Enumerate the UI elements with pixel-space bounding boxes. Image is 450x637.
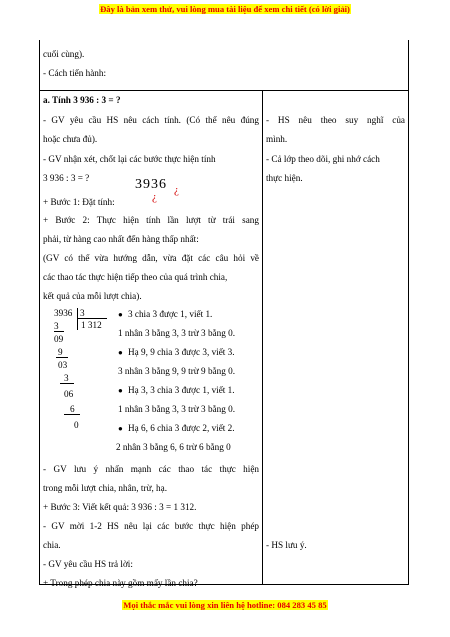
right-r3: - HS lưu ý. — [266, 540, 307, 550]
red-mark-2: ¿ — [152, 191, 157, 203]
left-p3-line1: - GV lưu ý nhấn mạnh các thao tác thực hiện — [43, 464, 259, 474]
step3: + Bước 3: Viết kết quả: 3 936 : 3 = 1 312. — [43, 502, 197, 512]
left-p4-line1: - GV mời 1-2 HS nêu lại các bước thực hiện phép — [43, 521, 259, 531]
step2-line3: (GV có thể vừa hướng dẫn, vừa đặt các câu hỏi về — [43, 253, 259, 263]
division-row: 06 — [64, 389, 74, 399]
footer-banner — [0, 600, 450, 610]
lesson-table — [39, 40, 409, 588]
right-r2-line2: thực hiện. — [266, 173, 303, 183]
division-rule — [60, 383, 74, 384]
division-row: 09 — [54, 334, 64, 344]
division-quotient: 1 312 — [81, 320, 102, 330]
explain-line: Hạ 9, 9 chia 3 được 3, viết 3. — [128, 347, 235, 357]
explain-line: 1 nhân 3 bằng 3, 3 trừ 3 bằng 0. — [118, 404, 235, 414]
left-p6: + Trong phép chia này gồm mấy lần chia? — [43, 578, 198, 588]
division-row: 0 — [74, 420, 79, 430]
division-dividend: 3936 — [54, 308, 73, 318]
division-bar — [77, 308, 78, 330]
bullet-icon: ● — [118, 424, 123, 433]
bullet-icon: ● — [118, 310, 123, 319]
division-underline — [77, 318, 107, 319]
long-division — [46, 304, 116, 444]
division-row: 3 — [64, 373, 69, 383]
header-banner-text: Đây là bản xem thử, vui lòng mua tài liệu để xem chi tiết (có lời giải) — [100, 4, 350, 14]
red-mark-1: ¿ — [174, 184, 179, 196]
left-p4-line2: chia. — [43, 540, 61, 550]
division-divisor: 3 — [80, 308, 85, 318]
explain-line: 3 chia 3 được 1, viết 1. — [128, 309, 213, 319]
left-p5: - GV yêu cầu HS trả lời: — [43, 559, 133, 569]
division-rule — [56, 357, 68, 358]
right-r1-line1: - HS nêu theo suy nghĩ của — [266, 115, 405, 125]
bullet-icon: ● — [118, 348, 123, 357]
division-rule — [64, 414, 80, 415]
step2-line4: các thao tác thực hiện tiếp theo của quá trình chia, — [43, 272, 228, 282]
explain-line: 1 nhân 3 bằng 3, 3 trừ 3 bằng 0. — [118, 328, 235, 338]
division-row: 3 — [54, 321, 59, 331]
vertical-number-3936: 3936 — [135, 177, 167, 192]
right-r1-line2: mình. — [266, 134, 288, 144]
division-rule — [54, 331, 64, 332]
header-banner — [0, 4, 450, 14]
explain-line: 3 nhân 3 bằng 9, 9 trừ 9 bằng 0. — [118, 366, 235, 376]
left-p3-line2: trong mỗi lượt chia, nhân, trừ, hạ. — [43, 483, 168, 493]
table-top-row — [40, 40, 408, 91]
top-row-line2: - Cách tiến hành: — [43, 68, 107, 78]
left-p1-line1: - GV yêu cầu HS nêu cách tính. (Có thể nêu đúng — [43, 115, 259, 125]
explain-line: Hạ 3, 3 chia 3 được 1, viết 1. — [128, 385, 235, 395]
division-row: 03 — [58, 360, 68, 370]
explain-line: Hạ 6, 6 chia 3 được 2, viết 2. — [128, 423, 235, 433]
division-row: 9 — [58, 347, 63, 357]
explain-line: 2 nhân 3 bằng 6, 6 trừ 6 bằng 0 — [116, 442, 231, 452]
step2-line5: kết quả của mỗi lượt chia). — [43, 291, 142, 301]
left-p2-line1: - GV nhận xét, chốt lại các bước thực hiện tính — [43, 154, 216, 164]
step2-line1: + Bước 2: Thực hiện tính lần lượt từ trái sang — [43, 215, 259, 225]
section-title: a. Tính 3 936 : 3 = ? — [43, 95, 121, 105]
step2-line2: phải, từ hàng cao nhất đến hàng thấp nhất: — [43, 234, 199, 244]
step1: + Bước 1: Đặt tính: — [43, 197, 115, 207]
column-divider — [262, 90, 263, 584]
left-p1-line2: hoặc chưa đủ). — [43, 134, 98, 144]
bullet-icon: ● — [118, 386, 123, 395]
right-r2-line1: - Cả lớp theo dõi, ghi nhớ cách — [266, 154, 380, 164]
top-row-line1: cuối cùng). — [43, 49, 85, 59]
division-row: 6 — [70, 404, 75, 414]
left-p2-line2: 3 936 : 3 = ? — [43, 173, 90, 183]
footer-banner-text: Mọi thắc mắc vui lòng xin liên hệ hotline: 084 283 45 85 — [123, 600, 327, 610]
